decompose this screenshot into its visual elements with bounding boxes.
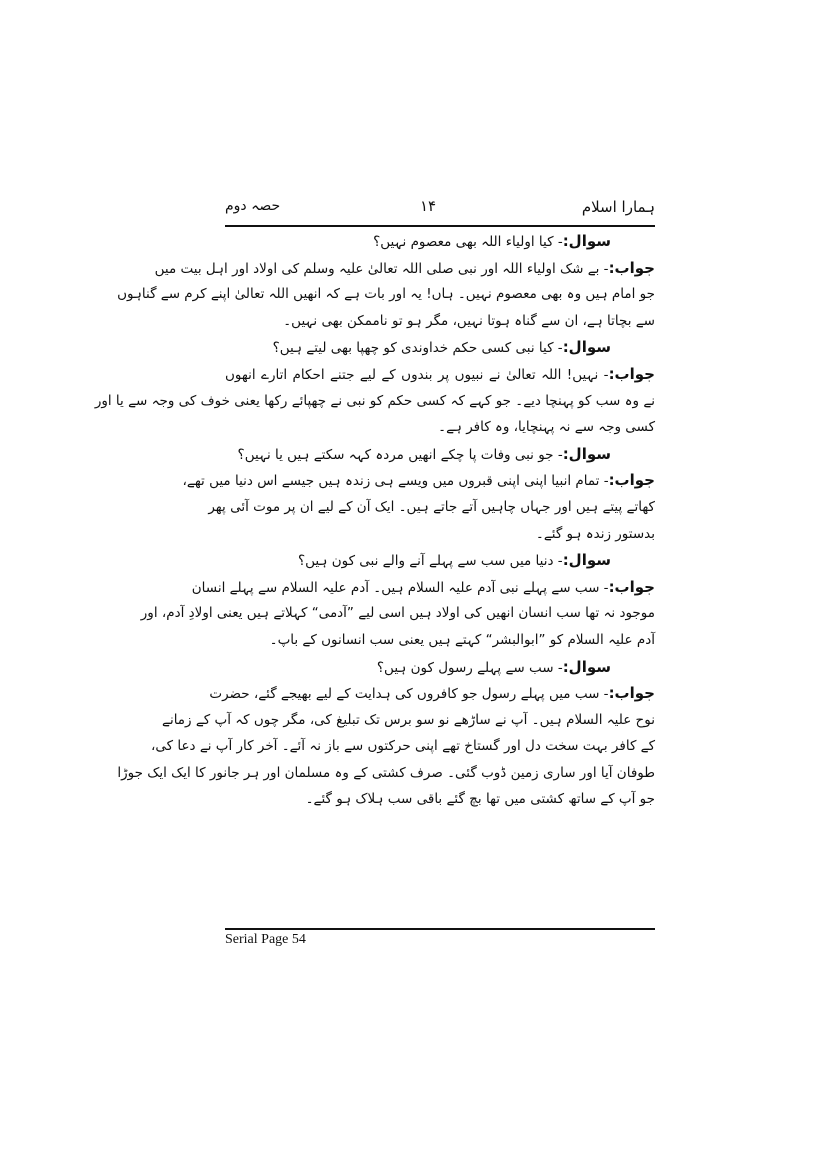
line-text: کے کافر بہت سخت دل اور گستاخ تھے اپنی حرکتوں سے باز نہ آئے۔ آخر کار آپ نے دعا کی، [151, 738, 655, 755]
question-line [225, 228, 655, 255]
answer-line [140, 600, 655, 627]
answer-line [225, 627, 655, 654]
book-title: ہمارا اسلام [581, 198, 655, 216]
answer-line [225, 308, 655, 335]
answer-label: جواب: [608, 471, 655, 490]
answer-line [151, 733, 655, 760]
line-text: کھاتے پیتے ہیں اور جہاں چاہیں آتے جاتے ہیں۔ ایک آن کے لیے ان پر موت آئی پھر [208, 498, 655, 515]
question-line [225, 334, 655, 361]
line-text: - سب میں پہلے رسول جو کافروں کی ہدایت کے لیے بھیجے گئے، حضرت [209, 686, 609, 703]
line-text: بدستور زندہ ہو گئے۔ [535, 525, 655, 542]
line-text: نوح علیہ السلام ہیں۔ آپ نے ساڑھے نو سو برس تک تبلیغ کی، مگر چوں کہ آپ کے زمانے [162, 711, 655, 728]
page-body [94, 228, 655, 813]
answer-label: جواب: [608, 577, 655, 596]
part-label: حصہ دوم [225, 198, 281, 214]
answer-line [225, 414, 655, 441]
question-label: سوال: [562, 444, 611, 463]
header-rule [225, 225, 655, 227]
answer-line [191, 574, 655, 601]
line-text: جو امام ہیں وہ بھی معصوم نہیں۔ ہاں! یہ اور بات ہے کہ انھیں اللہ تعالیٰ اپنے کرم سے گناہوں [117, 286, 655, 303]
answer-line [117, 281, 655, 308]
answer-line [182, 467, 655, 494]
answer-label: جواب: [608, 258, 655, 277]
answer-line [225, 521, 655, 548]
page-header [225, 196, 655, 222]
answer-line [117, 760, 655, 787]
answer-line [225, 786, 655, 813]
line-text: آدم علیہ السلام کو ”ابوالبشر“ کہتے ہیں یعنی سب انسانوں کے باپ۔ [269, 631, 655, 648]
line-text: - تمام انبیا اپنی اپنی قبروں میں ویسے ہی زندہ ہیں جیسے اس دنیا میں تھے، [182, 473, 609, 490]
question-line [225, 441, 655, 468]
line-text: نے وہ سب کو پہنچا دیے۔ جو کہے کہ کسی حکم کو نبی نے چھپائے رکھا یعنی خوف کی وجہ سے یا اور [94, 392, 655, 409]
answer-label: جواب: [608, 684, 655, 703]
question-line [225, 654, 655, 681]
answer-line [162, 707, 655, 734]
line-text: سے بچاتا ہے، ان سے گناہ ہوتا نہیں، مگر ہو تو ناممکن بھی نہیں۔ [283, 312, 655, 329]
line-text: موجود نہ تھا سب انسان انھیں کی اولاد ہیں اسی لیے ”آدمی“ کہلاتے ہیں یعنی اولادِ آدم، اور [140, 605, 655, 622]
line-text: کسی وجہ سے نہ پہنچایا، وہ کافر ہے۔ [438, 419, 655, 436]
question-label: سوال: [562, 657, 611, 676]
serial-page-label: Serial Page 54 [225, 932, 306, 947]
answer-line [94, 388, 655, 415]
question-label: سوال: [562, 551, 611, 570]
line-text: - جو نبی وفات پا چکے انھیں مردہ کہہ سکتے ہیں یا نہیں؟ [237, 446, 563, 463]
answer-line [154, 255, 655, 282]
footer-rule [225, 928, 655, 930]
line-text: - کیا اولیاء اللہ بھی معصوم نہیں؟ [373, 234, 563, 250]
question-label: سوال: [562, 338, 611, 357]
page-number: ۱۴ [420, 197, 437, 215]
question-label: سوال: [562, 232, 611, 250]
line-text: - بے شک اولیاء اللہ اور نبی صلی اللہ تعالیٰ علیہ وسلم کی اولاد اور اہل بیت میں [154, 260, 609, 277]
question-line [225, 547, 655, 574]
line-text: - نہیں! اللہ تعالیٰ نے نبیوں پر بندوں کے لیے جتنے احکام اتارے انھوں [225, 366, 609, 383]
answer-line [208, 494, 655, 521]
answer-label: جواب: [608, 364, 655, 383]
line-text: طوفان آیا اور ساری زمین ڈوب گئی۔ صرف کشتی کے وہ مسلمان اور ہر جانور کا ایک ایک جوڑا [117, 764, 655, 781]
line-text: - سب سے پہلے رسول کون ہیں؟ [376, 659, 563, 676]
line-text: - کیا نبی کسی حکم خداوندی کو چھپا بھی لیتے ہیں؟ [272, 340, 563, 357]
line-text: - سب سے پہلے نبی آدم علیہ السلام ہیں۔ آدم علیہ السلام سے پہلے انسان [191, 579, 609, 596]
line-text: - دنیا میں سب سے پہلے آنے والے نبی کون ہیں؟ [297, 553, 563, 570]
answer-line [209, 680, 655, 707]
line-text: جو آپ کے ساتھ کشتی میں تھا بچ گئے باقی سب ہلاک ہو گئے۔ [305, 791, 655, 808]
answer-line [225, 361, 655, 388]
